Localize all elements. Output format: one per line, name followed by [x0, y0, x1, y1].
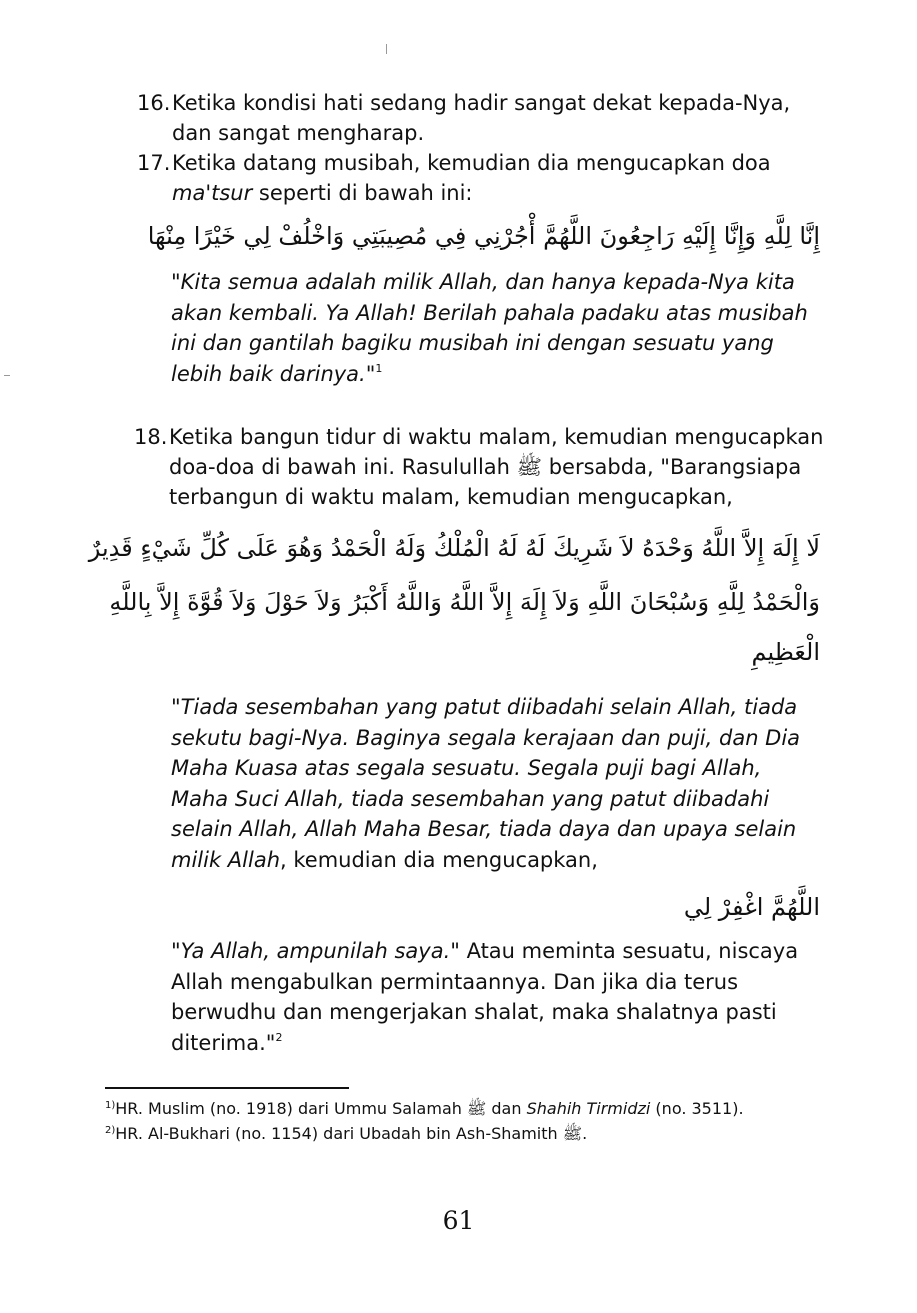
item-text: Ketika bangun tidur di waktu malam, kemudian mengucapkan doa-doa di bawah ini. Rasulullah ﷺ bersabda, "Barangsiapa terbangun di waktu malam, kemudian mengucapkan,: [169, 425, 824, 509]
page-number: 61: [442, 1206, 475, 1235]
arabic-dhikr-line-3: الْعَظِيمِ: [751, 638, 820, 666]
italic-term: ma'tsur: [172, 181, 253, 205]
translation-musibah: "Kita semua adalah milik Allah, dan hanya kepada-Nya kita akan kembali. Ya Allah! Berilah pahala padaku atas musibah ini dan gantilah bagiku musibah ini dengan sesuatu yang lebih baik darinya."$^1$: [171, 270, 808, 386]
footnote-ref: 2: [275, 1030, 283, 1044]
footnote-2: $^{2)}$HR. Al-Bukhari (no. 1154) dari Ubadah bin Ash-Shamith ﷺ.: [105, 1124, 588, 1143]
list-item-16: [137, 88, 827, 148]
arabic-prayer-musibah: إِنَّا لِلَّهِ وَإِنَّا إِلَيْهِ رَاجِعُونَ اللَّهُمَّ أْجُرْنِي فِي مُصِيبَتِي وَاخْلُفْ لِي خَيْرًا مِنْهَا: [147, 222, 820, 250]
arabic-dhikr-line-1: لَا إِلَهَ إِلاَّ اللَّهُ وَحْدَهُ لاَ شَرِيكَ لَهُ لَهُ الْمُلْكُ وَلَهُ الْحَمْدُ وَهُوَ عَلَى كُلِّ شَيْءٍ قَدِيرٌ: [88, 534, 820, 562]
footnote-divider: [105, 1087, 349, 1089]
translation-dhikr: "Tiada sesembahan yang patut diibadahi selain Allah, tiada sekutu bagi-Nya. Baginya segala kerajaan dan puji, dan Dia Maha Kuasa atas segala sesuatu. Segala puji bagi Allah, Maha Suci Allah, tiada sesembahan yang patut diibadahi selain Allah, Allah Maha Besar, tiada daya dan upaya selain milik Allah, kemudian dia mengucapkan,: [171, 695, 801, 872]
item-text: Ketika kondisi hati sedang hadir sangat dekat kepada-Nya, dan sangat mengharap.: [172, 91, 791, 145]
footnote-ref: 1: [375, 361, 383, 375]
scan-mark: [386, 44, 387, 54]
footnote-1: $^{1)}$HR. Muslim (no. 1918) dari Ummu Salamah ﷺ dan Shahih Tirmidzi (no. 3511).: [105, 1099, 744, 1118]
item-number: 16.: [137, 91, 171, 115]
list-item-17: [137, 148, 827, 208]
arabic-dhikr-line-2: وَالْحَمْدُ لِلَّهِ وَسُبْحَانَ اللَّهِ وَلاَ إِلَهَ إِلاَّ اللَّهُ وَاللَّهُ أَكْبَرُ وَلاَ حَوْلَ وَلاَ قُوَّةَ إِلاَّ بِاللَّهِ: [109, 588, 820, 616]
list-item-18: [134, 422, 827, 512]
closing-paragraph: "Ya Allah, ampunilah saya." Atau meminta sesuatu, niscaya Allah mengabulkan permintaannya. Dan jika dia terus berwudhu dan mengerjakan shalat, maka shalatnya pasti diterima."$^2$: [171, 939, 799, 1055]
item-number: 17.: [137, 151, 171, 175]
item-text: Ketika datang musibah, kemudian dia mengucapkan doa ma'tsur seperti di bawah ini:: [172, 151, 771, 205]
item-number: 18.: [134, 425, 168, 449]
arabic-istighfar: اللَّهُمَّ اغْفِرْ لِي: [683, 893, 820, 921]
scan-mark: [4, 375, 10, 376]
